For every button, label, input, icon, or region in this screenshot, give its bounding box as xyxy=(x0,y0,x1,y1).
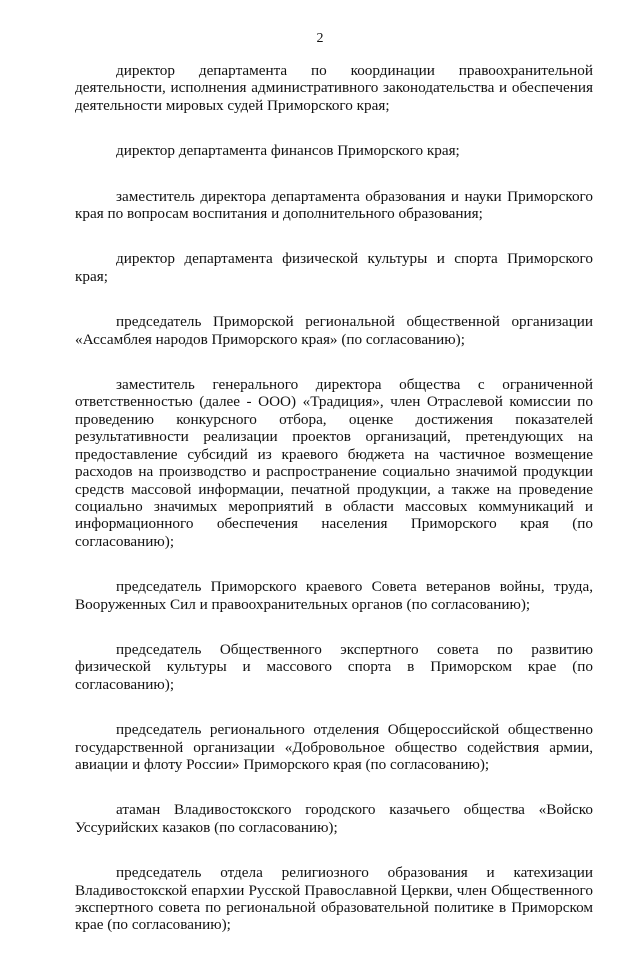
list-item: директор департамента по координации правоохранительной деятельности, исполнения административного законодательства и обеспечения деятельности мировых судей Приморского края; xyxy=(75,62,593,114)
list-item: заместитель директора департамента образования и науки Приморского края по вопросам воспитания и дополнительного образования; xyxy=(75,187,593,223)
list-item: председатель Общественного экспертного совета по развитию физической культуры и массового спорта в Приморском крае (по согласованию); xyxy=(75,640,593,693)
list-item: председатель регионального отделения Общероссийской общественно государственной организации «Добровольное общество содействия армии, авиации и флоту России» Приморского края (по согласованию); xyxy=(75,721,593,773)
list-item: директор департамента финансов Приморского края; xyxy=(116,142,460,160)
page-number: 2 xyxy=(316,31,324,46)
list-item: атаман Владивостокского городского казачьего общества «Войско Уссурийских казаков (по согласованию); xyxy=(75,801,593,836)
list-item: заместитель генерального директора общества с ограниченной ответственностью (далее - ООО) «Традиция», член Отраслевой комиссии по проведению конкурсного отбора, оценке достижения показателей результативности реализации проектов организаций, претендующих на предоставление субсидий из краевого бюджета на частичное возмещение расходов на производство и распространение социально значимой продукции средств массовой информации, печатной продукции, а также на проведение социально значимых мероприятий в области массовых коммуникаций и информационного обеспечения населения Приморского края (по согласованию); xyxy=(75,376,593,550)
list-item: председатель Приморского краевого Совета ветеранов войны, труда, Вооруженных Сил и правоохранительных органов (по согласованию); xyxy=(75,578,593,613)
list-item: председатель Приморской региональной общественной организации «Ассамблея народов Приморского края» (по согласованию); xyxy=(75,313,593,348)
list-item: директор департамента физической культуры и спорта Приморского края; xyxy=(75,250,593,285)
document-body xyxy=(75,62,593,962)
list-item: председатель отдела религиозного образования и катехизации Владивостокской епархии Русской Православной Церкви, член Общественного экспертного совета по региональной образовательной политике в Приморском крае (по согласованию); xyxy=(75,864,593,934)
